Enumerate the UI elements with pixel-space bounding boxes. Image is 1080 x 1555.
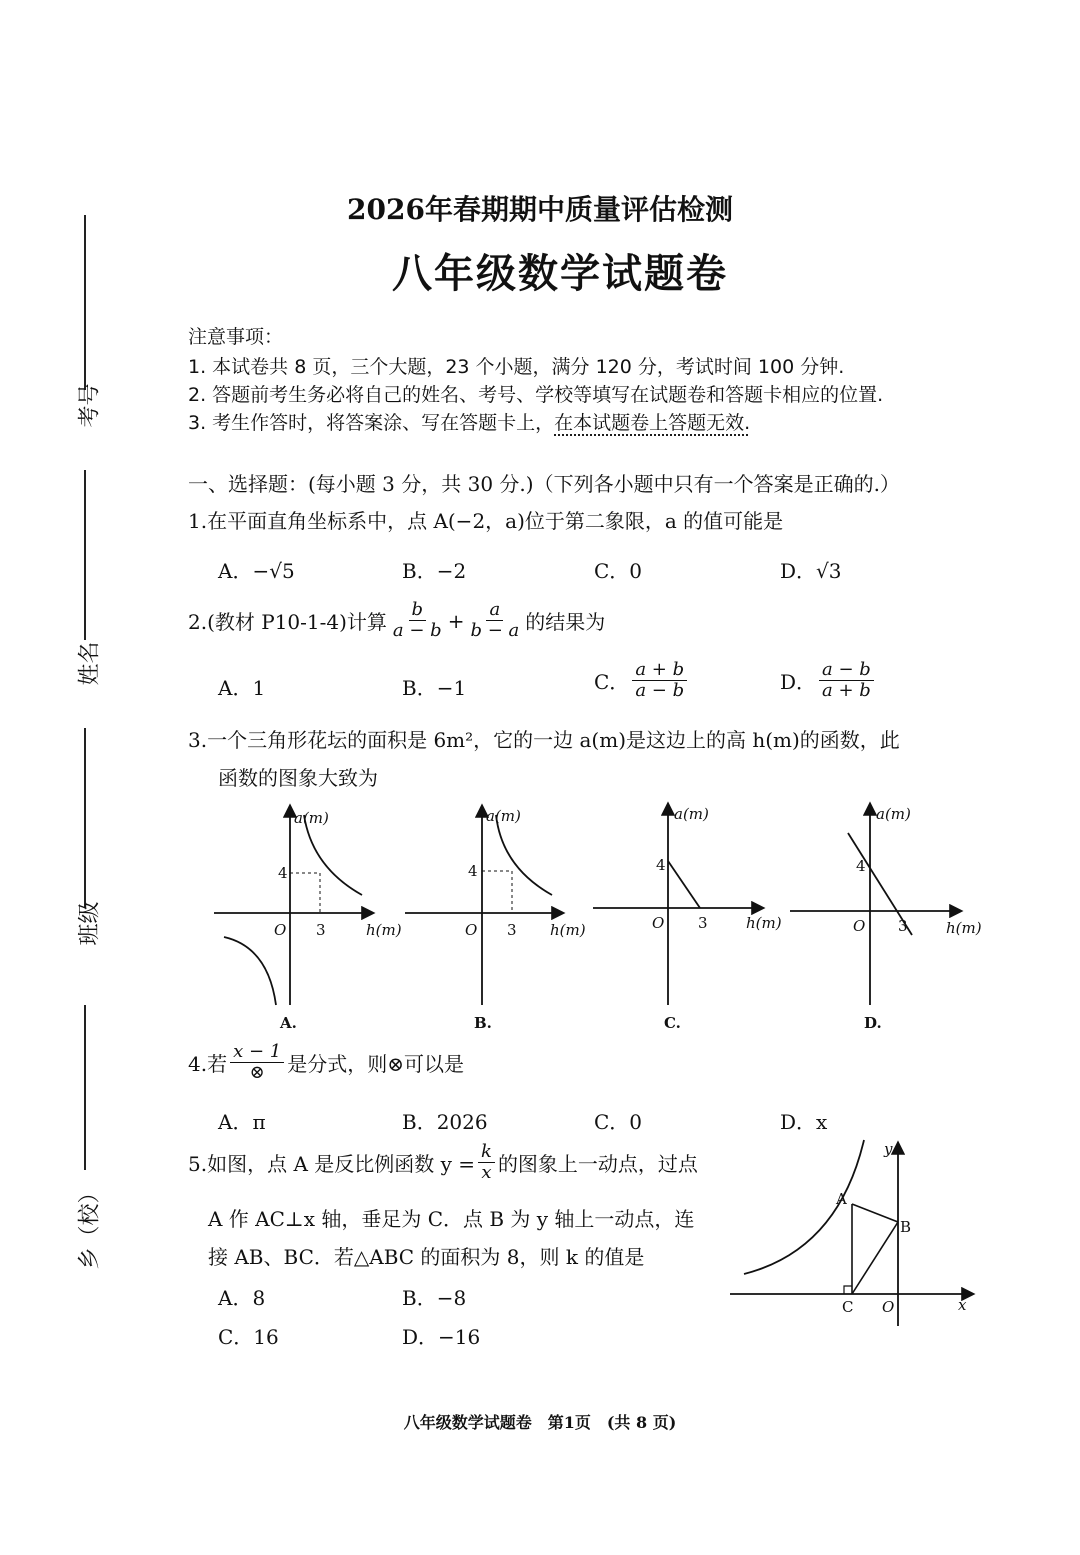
q5-label-b: B xyxy=(900,1218,912,1236)
q2-stem xyxy=(188,600,605,641)
q3-graphs xyxy=(200,795,1000,1040)
q5-label-c: C xyxy=(842,1298,854,1316)
graph-b-tick-y: 4 xyxy=(468,862,478,880)
exam-number-label: 考号 xyxy=(77,383,103,428)
q1-option-a: A．−√5 xyxy=(218,559,295,583)
q5-label-y: y xyxy=(884,1140,893,1158)
q2-plus: + xyxy=(447,608,465,633)
note-item-1: 1. 本试卷共 8 页，三个大题，23 个小题，满分 120 分，考试时间 100 分钟. xyxy=(188,356,845,378)
note-item-2: 2. 答题前考生务必将自己的姓名、考号、学校等填写在试题卷和答题卡相应的位置. xyxy=(188,384,884,406)
section-heading: 一、选择题：(每小题 3 分，共 30 分.)（下列各小题中只有一个答案是正确的.） xyxy=(188,472,900,496)
graph-a-tick-x: 3 xyxy=(316,921,326,939)
binding-line-2 xyxy=(84,470,86,640)
note-item-3 xyxy=(188,408,750,435)
graph-c-y-label: a(m) xyxy=(674,805,709,823)
graph-d xyxy=(790,805,982,1032)
graph-d-name: D. xyxy=(864,1014,882,1032)
graph-a-y-label: a(m) xyxy=(294,809,329,827)
q2-option-d-fraction: $\frac{a - b}{a + b}$ xyxy=(819,660,874,701)
q5-line1 xyxy=(188,1142,698,1183)
q5-option-b: B．−8 xyxy=(402,1286,467,1310)
note-item-3-emphasis: 在本试题卷上答题无效. xyxy=(554,412,751,434)
graph-c xyxy=(593,805,782,1032)
q5-option-d: D．−16 xyxy=(402,1325,481,1349)
q2-fraction-2: $\frac{a}{b - a}$ xyxy=(470,599,520,641)
q5-label-x: x xyxy=(958,1296,967,1314)
page-footer: 八年级数学试题卷 第1页 (共 8 页) xyxy=(403,1413,677,1432)
graph-b-x-label: h(m) xyxy=(550,921,586,939)
q5-line1-pre: 5.如图，点 A 是反比例函数 y = xyxy=(188,1152,476,1176)
q1-option-c: C．0 xyxy=(594,559,643,583)
notes-heading: 注意事项： xyxy=(188,326,284,348)
q1-option-d: D．√3 xyxy=(780,559,842,583)
graph-c-x-label: h(m) xyxy=(746,914,782,932)
q5-fraction: $\frac{k}{x}$ xyxy=(478,1142,495,1183)
graph-d-y-label: a(m) xyxy=(876,805,911,823)
q2-option-a: A．1 xyxy=(218,676,266,700)
graph-d-x-label: h(m) xyxy=(946,919,982,937)
q5-option-c: C．16 xyxy=(218,1325,279,1349)
q2-option-c-fraction: $\frac{a + b}{a - b}$ xyxy=(632,660,687,701)
graph-a-origin: O xyxy=(274,921,287,939)
q2-stem-pre: 2.(教材 P10-1-4)计算 xyxy=(188,610,387,634)
q2-option-c: C． $\frac{a + b}{a - b}$ xyxy=(594,660,690,701)
q5-figure xyxy=(728,1138,978,1333)
q2-fraction-1: $\frac{b}{a - b}$ xyxy=(392,599,442,641)
note-item-3-text: 3. 考生作答时，将答案涂、写在答题卡上， xyxy=(188,412,555,434)
q5-option-a: A．8 xyxy=(218,1286,266,1310)
q1-stem: 1.在平面直角坐标系中，点 A(−2，a)位于第二象限，a 的值可能是 xyxy=(188,509,784,533)
q5-line1-post: 的图象上一动点，过点 xyxy=(497,1152,698,1176)
graph-b-tick-x: 3 xyxy=(507,921,517,939)
q3-stem-line2: 函数的图象大致为 xyxy=(218,766,378,790)
q4-option-b: B．2026 xyxy=(402,1110,488,1134)
school-label: 乡（校） xyxy=(77,1181,103,1270)
class-label: 班级 xyxy=(77,901,103,946)
graph-d-origin: O xyxy=(853,917,866,935)
name-label: 姓名 xyxy=(77,641,103,686)
graph-c-tick-y: 4 xyxy=(656,856,666,874)
graph-d-tick-x: 3 xyxy=(898,917,908,935)
q4-option-c: C．0 xyxy=(594,1110,643,1134)
q3-stem-line1: 3.一个三角形花坛的面积是 6m²，它的一边 a(m)是这边上的高 h(m)的函数，此 xyxy=(188,728,900,752)
exam-subtitle: 2026年春期期中质量评估检测 xyxy=(347,193,733,226)
graph-c-origin: O xyxy=(652,914,665,932)
binding-line-4 xyxy=(84,1005,86,1170)
graph-a-tick-y: 4 xyxy=(278,864,288,882)
q2-option-b: B．−1 xyxy=(402,676,467,700)
graph-c-tick-x: 3 xyxy=(698,914,708,932)
q1-option-b: B．−2 xyxy=(402,559,467,583)
graph-d-tick-y: 4 xyxy=(856,857,866,875)
graph-c-name: C. xyxy=(664,1014,681,1032)
q4-option-d: D．x xyxy=(780,1110,828,1134)
graph-b-origin: O xyxy=(465,921,478,939)
q4-stem-post: 是分式，则⊗可以是 xyxy=(287,1052,464,1076)
graph-b-name: B. xyxy=(474,1014,492,1032)
q5-label-o: O xyxy=(882,1298,895,1316)
q5-label-a: A xyxy=(836,1190,847,1208)
graph-a xyxy=(214,807,402,1032)
q4-stem xyxy=(188,1042,464,1083)
q2-stem-post: 的结果为 xyxy=(525,610,606,634)
exam-title: 八年级数学试题卷 xyxy=(392,250,728,297)
q5-line3: 接 AB、BC．若△ABC 的面积为 8，则 k 的值是 xyxy=(208,1245,645,1269)
q5-line2: A 作 AC⊥x 轴，垂足为 C．点 B 为 y 轴上一动点，连 xyxy=(208,1207,695,1231)
q4-stem-pre: 4.若 xyxy=(188,1052,228,1076)
q4-fraction: $\frac{x - 1}{\otimes}$ xyxy=(230,1042,284,1083)
q2-option-d: D． $\frac{a - b}{a + b}$ xyxy=(780,660,877,701)
graph-b xyxy=(405,807,586,1032)
graph-a-x-label: h(m) xyxy=(366,921,402,939)
graph-a-name: A. xyxy=(280,1014,297,1032)
q4-option-a: A．π xyxy=(218,1110,266,1134)
graph-b-y-label: a(m) xyxy=(486,807,521,825)
binding-line-3 xyxy=(84,728,86,908)
